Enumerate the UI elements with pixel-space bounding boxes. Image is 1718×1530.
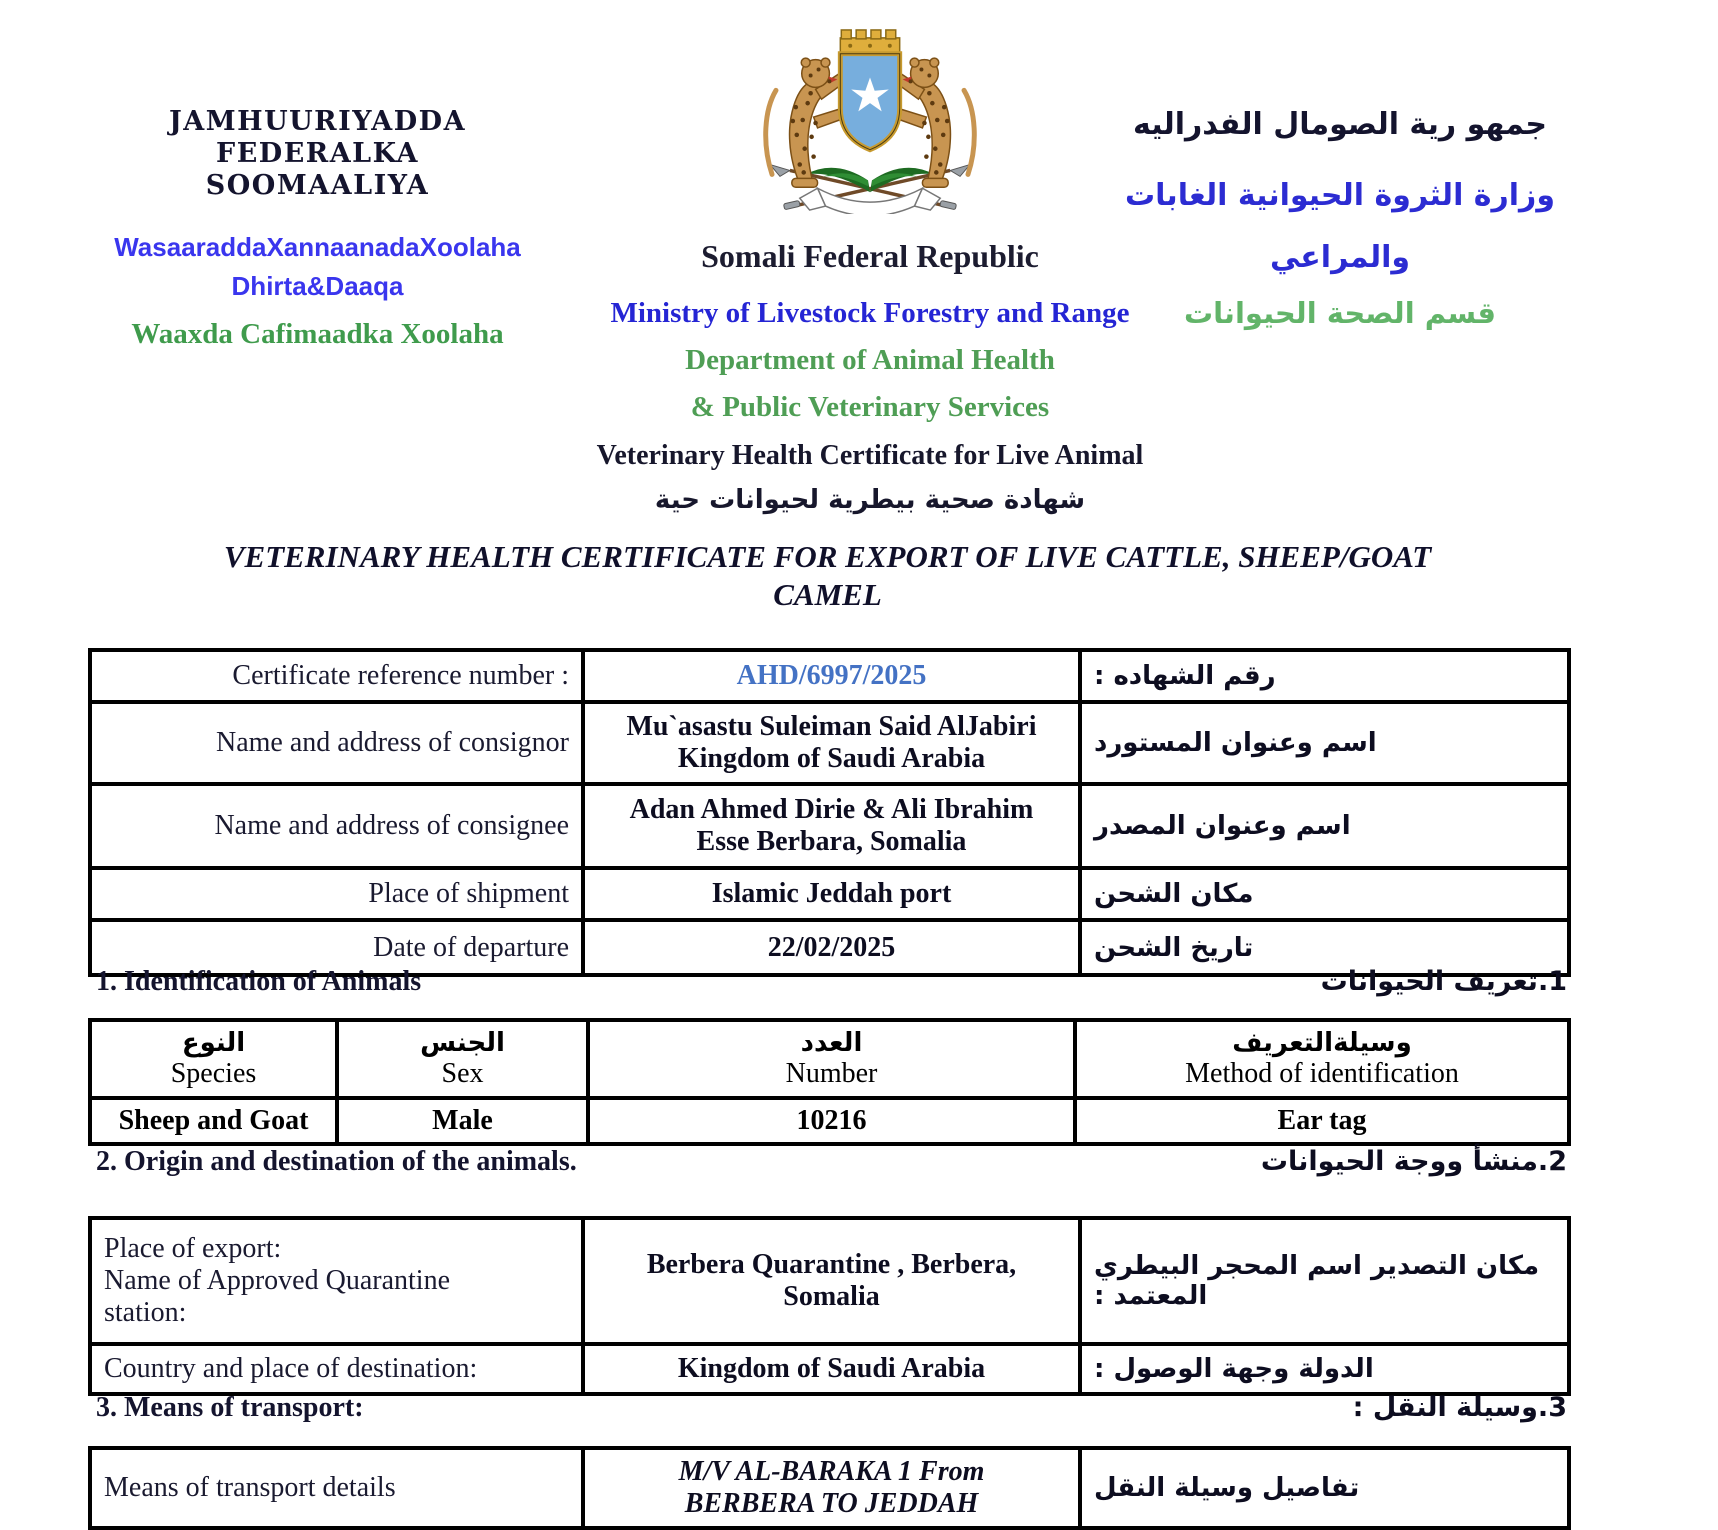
sex-header-arabic: الجنس bbox=[420, 1028, 505, 1058]
destination-label: Country and place of destination: bbox=[90, 1344, 583, 1394]
arabic-label-text: رقم الشهاده : bbox=[1094, 661, 1276, 691]
main-title bbox=[88, 538, 1567, 614]
arabic-label-text: تاريخ الشحن bbox=[1094, 932, 1254, 963]
place-of-export-value-line1: Berbera Quarantine , Berbera, bbox=[646, 1249, 1017, 1280]
section-1-title-english: 1. Identification of Animals bbox=[96, 966, 422, 997]
consignee-label: Name and address of consignee bbox=[90, 784, 583, 868]
republic-name-line2: SOOMAALIYA bbox=[205, 170, 430, 201]
species-value: Sheep and Goat bbox=[90, 1098, 337, 1144]
date-of-departure-value: 22/02/2025 bbox=[583, 920, 1080, 975]
somalia-coat-of-arms-icon bbox=[755, 26, 985, 214]
species-column-header bbox=[90, 1020, 337, 1098]
destination-label-arabic bbox=[1080, 1344, 1569, 1394]
number-value: 10216 bbox=[588, 1098, 1075, 1144]
transport-value-line1: M/V AL-BARAKA 1 From bbox=[678, 1456, 985, 1487]
table-row bbox=[90, 1098, 1569, 1144]
origin-destination-table bbox=[88, 1216, 1571, 1396]
header-somali-block bbox=[80, 106, 555, 351]
ministry-somali-line1: WasaaraddaXannaanadaXoolaha bbox=[114, 232, 521, 262]
consignor-label: Name and address of consignor bbox=[90, 702, 583, 784]
place-of-shipment-label: Place of shipment bbox=[90, 868, 583, 920]
main-title-line2: CAMEL bbox=[773, 577, 882, 612]
department-name-line2: & Public Veterinary Services bbox=[690, 391, 1050, 423]
table-row bbox=[90, 868, 1569, 920]
department-name-somali: Waaxda Cafimaadka Xoolaha bbox=[131, 318, 504, 350]
number-header-english: Number bbox=[785, 1058, 878, 1089]
place-of-export-label-arabic bbox=[1080, 1218, 1569, 1344]
department-name-arabic: قسم الصحة الحيوانات bbox=[1184, 296, 1496, 330]
consignor-value bbox=[583, 702, 1080, 784]
section-3-heading bbox=[88, 1392, 1567, 1424]
certificate-reference-value: AHD/6997/2025 bbox=[583, 650, 1080, 702]
arabic-label-text: اسم وعنوان المستورد bbox=[1094, 728, 1377, 758]
species-header-english: Species bbox=[170, 1058, 257, 1089]
sex-column-header bbox=[337, 1020, 588, 1098]
place-of-shipment-label-arabic bbox=[1080, 868, 1569, 920]
certificate-subtitle-english: Veterinary Health Certificate for Live Animal bbox=[596, 440, 1144, 471]
destination-value: Kingdom of Saudi Arabia bbox=[583, 1344, 1080, 1394]
section-1-heading bbox=[88, 966, 1567, 998]
section-2-title-english: 2. Origin and destination of the animals. bbox=[96, 1146, 577, 1177]
arabic-label-text: مكان الشحن bbox=[1094, 879, 1254, 909]
certificate-subtitle-arabic: شهادة صحية بيطرية لحيوانات حية bbox=[654, 485, 1086, 515]
transport-details-label-arabic bbox=[1080, 1448, 1569, 1528]
table-header-row bbox=[90, 1020, 1569, 1098]
consignee-label-arabic bbox=[1080, 784, 1569, 868]
method-header-arabic: وسيلةالتعريف bbox=[1232, 1028, 1412, 1058]
transport-value-line2: BERBERA TO JEDDAH bbox=[684, 1488, 979, 1519]
republic-name-line1: JAMHUURIYADDA FEDERALKA bbox=[168, 106, 467, 169]
certificate-reference-label: Certificate reference number : bbox=[90, 650, 583, 702]
place-of-export-label-line1: Place of export: bbox=[104, 1233, 282, 1264]
consignee-value-line1: Adan Ahmed Dirie & Ali Ibrahim bbox=[629, 794, 1034, 825]
certificate-reference-label-arabic bbox=[1080, 650, 1569, 702]
arabic-label-text: مكان التصدير اسم المحجر البيطري المعتمد : bbox=[1094, 1251, 1540, 1311]
section-3-title-arabic: 3.وسيلة النقل : bbox=[1352, 1392, 1567, 1423]
table-row bbox=[90, 1344, 1569, 1394]
place-of-export-label-line2: Name of Approved Quarantine station: bbox=[104, 1265, 450, 1328]
method-header-english: Method of identification bbox=[1185, 1058, 1459, 1089]
consignee-value-line2: Esse Berbara, Somalia bbox=[696, 826, 967, 857]
sex-value: Male bbox=[337, 1098, 588, 1144]
table-row bbox=[90, 650, 1569, 702]
republic-name-english: Somali Federal Republic bbox=[701, 238, 1039, 274]
republic-name-somali bbox=[80, 106, 555, 202]
consignor-value-line2: Kingdom of Saudi Arabia bbox=[677, 743, 986, 774]
consignor-value-line1: Mu`asastu Suleiman Said AlJabiri bbox=[626, 711, 1037, 742]
table-row bbox=[90, 1448, 1569, 1528]
transport-details-value bbox=[583, 1448, 1080, 1528]
method-value: Ear tag bbox=[1075, 1098, 1569, 1144]
ministry-name-english: Ministry of Livestock Forestry and Range bbox=[610, 297, 1130, 329]
section-3-title-english: 3. Means of transport: bbox=[96, 1392, 364, 1423]
animal-identification-table bbox=[88, 1018, 1571, 1146]
place-of-export-label bbox=[90, 1218, 583, 1344]
ministry-name-somali bbox=[80, 228, 555, 306]
section-1-title-arabic: 1.تعريف الحيوانات bbox=[1320, 966, 1567, 997]
main-title-line1: VETERINARY HEALTH CERTIFICATE FOR EXPORT OF LIVE CATTLE, SHEEP/GOAT bbox=[223, 539, 1432, 574]
date-of-departure-label: Date of departure bbox=[90, 920, 583, 975]
ministry-somali-line2: Dhirta&Daaqa bbox=[231, 271, 404, 301]
ministry-name-arabic-line2: والمراعي bbox=[1269, 240, 1411, 275]
republic-name-arabic: جمهو رية الصومال الفدراليه bbox=[1133, 107, 1547, 142]
header-arabic-block bbox=[1060, 106, 1620, 332]
number-column-header bbox=[588, 1020, 1075, 1098]
section-2-title-arabic: 2.منشأ ووجة الحيوانات bbox=[1260, 1146, 1567, 1177]
number-header-arabic: العدد bbox=[800, 1028, 863, 1058]
table-row bbox=[90, 784, 1569, 868]
arabic-label-text: الدولة وجهة الوصول : bbox=[1094, 1354, 1374, 1384]
transport-details-label: Means of transport details bbox=[90, 1448, 583, 1528]
consignor-label-arabic bbox=[1080, 702, 1569, 784]
arabic-label-text: اسم وعنوان المصدر bbox=[1094, 811, 1351, 841]
means-of-transport-table bbox=[88, 1446, 1571, 1530]
certificate-details-table bbox=[88, 648, 1571, 977]
department-name-line1: Department of Animal Health bbox=[685, 344, 1055, 376]
method-column-header bbox=[1075, 1020, 1569, 1098]
ministry-name-arabic-line1: وزارة الثروة الحيوانية الغابات bbox=[1125, 178, 1555, 213]
consignee-value bbox=[583, 784, 1080, 868]
species-header-arabic: النوع bbox=[181, 1028, 246, 1058]
table-row bbox=[90, 1218, 1569, 1344]
section-2-heading bbox=[88, 1146, 1567, 1178]
place-of-export-value-line2: Somalia bbox=[783, 1281, 880, 1312]
place-of-export-value bbox=[583, 1218, 1080, 1344]
place-of-shipment-value: Islamic Jeddah port bbox=[583, 868, 1080, 920]
sex-header-english: Sex bbox=[441, 1058, 484, 1089]
arabic-label-text: تفاصيل وسيلة النقل bbox=[1094, 1473, 1360, 1503]
table-row bbox=[90, 702, 1569, 784]
